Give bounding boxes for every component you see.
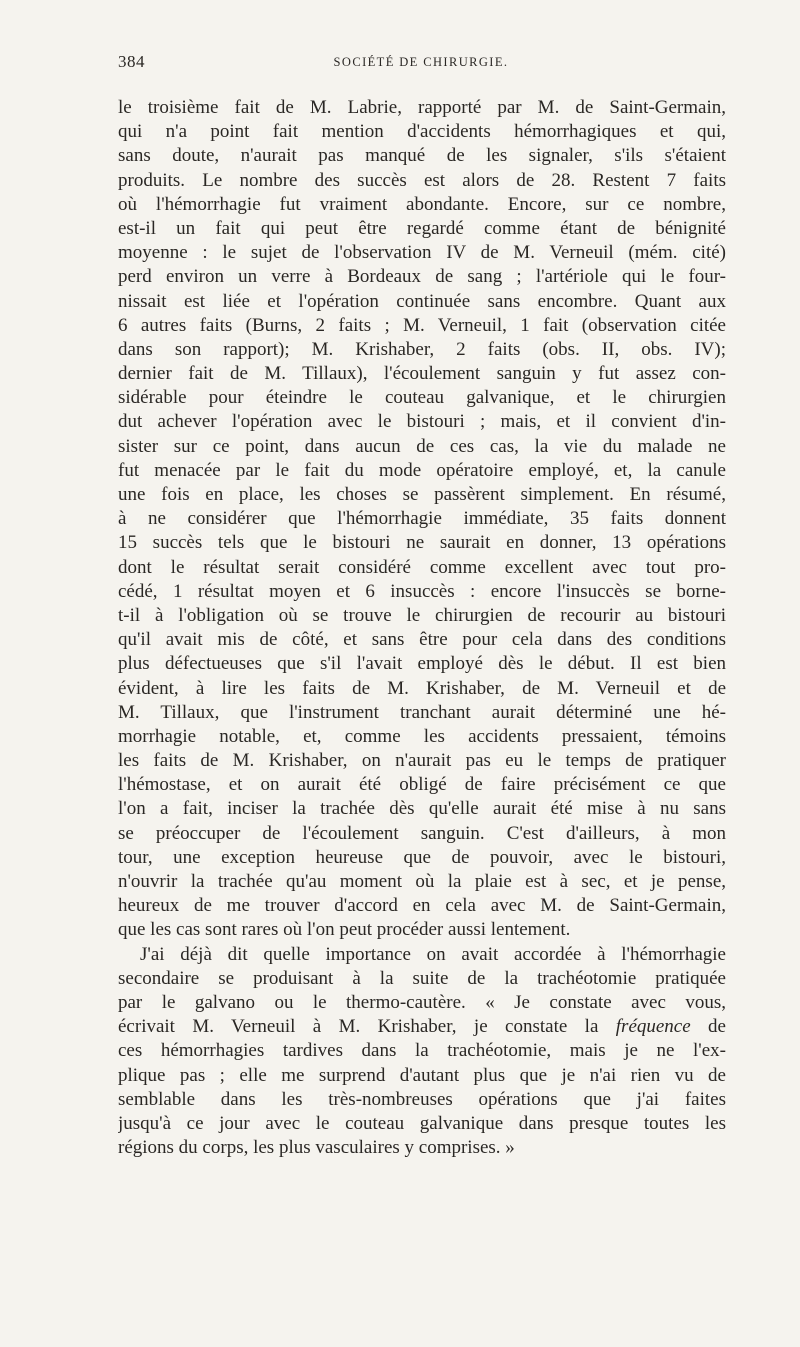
text-line: sister sur ce point, dans aucun de ces cas, la vie du malade ne <box>118 435 726 457</box>
text-line: dont le résultat serait considéré comme excellent avec tout pro- <box>118 556 726 578</box>
emphasized-word: fréquence <box>615 1016 691 1038</box>
text-line: J'ai déjà dit quelle importance on avait accordée à l'hémorrhagie <box>140 943 726 965</box>
text-line: plus défectueuses que s'il l'avait employé dès le début. Il est bien <box>118 653 726 675</box>
text-line: perd environ un verre à Bordeaux de sang ; l'artériole qui le four- <box>118 266 726 288</box>
text-line: heureux de me trouver d'accord en cela avec M. de Saint-Germain, <box>118 895 726 917</box>
page-header <box>118 52 724 76</box>
text-line: ces hémorrhagies tardives dans la trachéotomie, mais je ne l'ex- <box>118 1040 726 1062</box>
text-line: 6 autres faits (Burns, 2 faits ; M. Verneuil, 1 fait (observation citée <box>118 314 726 336</box>
text-line: l'on a fait, inciser la trachée dès qu'elle aurait été mise à nu sans <box>118 798 726 820</box>
text-line: qui n'a point fait mention d'accidents hémorrhagiques et qui, <box>118 121 726 143</box>
text-line: se préoccuper de l'écoulement sanguin. C'est d'ailleurs, à mon <box>118 822 726 844</box>
text-line: que les cas sont rares où l'on peut procéder aussi lentement. <box>118 919 571 941</box>
text-line: nissait est liée et l'opération continuée sans encombre. Quant aux <box>118 290 726 312</box>
body-text <box>118 96 726 1160</box>
text-line: 15 succès tels que le bistouri ne saurait en donner, 13 opérations <box>118 532 726 554</box>
text-line: est-il un fait qui peut être regardé comme étant de bénignité <box>118 217 726 239</box>
text-line: par le galvano ou le thermo-cautère. « Je constate avec vous, <box>118 991 726 1013</box>
text-segment: écrivait M. Verneuil à M. Krishaber, je constate la <box>118 1016 616 1038</box>
text-line: régions du corps, les plus vasculaires y comprises. » <box>118 1137 515 1159</box>
text-line: M. Tillaux, que l'instrument tranchant aurait déterminé une hé- <box>118 701 726 723</box>
text-line: n'ouvrir la trachée qu'au moment où la plaie est à sec, et je pense, <box>118 871 726 892</box>
text-line: dans son rapport); M. Krishaber, 2 faits (obs. II, obs. IV); <box>118 338 726 360</box>
text-line <box>118 1015 726 1039</box>
text-line: une fois en place, les choses se passèrent simplement. En résumé, <box>118 484 726 505</box>
paragraph-1 <box>118 96 726 943</box>
text-line: jusqu'à ce jour avec le couteau galvanique dans presque toutes les <box>118 1112 726 1134</box>
text-line: semblable dans les très-nombreuses opérations que j'ai faites <box>118 1088 726 1110</box>
text-segment: de <box>690 1016 726 1038</box>
text-line: fut menacée par le fait du mode opératoire employé, et, la canule <box>118 459 726 481</box>
text-line: moyenne : le sujet de l'observation IV de M. Verneuil (mém. cité) <box>118 242 726 264</box>
text-line: sans doute, n'aurait pas manqué de les signaler, s'ils s'étaient <box>118 145 726 167</box>
text-line: cédé, 1 résultat moyen et 6 insuccès : encore l'insuccès se borne- <box>118 580 726 602</box>
text-line: morrhagie notable, et, comme les accidents pressaient, témoins <box>118 725 726 747</box>
text-line: sidérable pour éteindre le couteau galvanique, et le chirurgien <box>118 387 726 409</box>
page-number: 384 <box>118 52 145 71</box>
text-line: l'hémostase, et on aurait été obligé de faire précisément ce que <box>118 774 726 796</box>
text-line: plique pas ; elle me surprend d'autant plus que je n'ai rien vu de <box>118 1064 726 1086</box>
text-line: le troisième fait de M. Labrie, rapporté par M. de Saint-Germain, <box>118 97 726 118</box>
text-line: tour, une exception heureuse que de pouvoir, avec le bistouri, <box>118 846 726 868</box>
running-title: SOCIÉTÉ DE CHIRURGIE. <box>333 55 509 69</box>
text-line: dut achever l'opération avec le bistouri ; mais, et il convient d'in- <box>118 411 726 433</box>
paragraph-2 <box>118 943 726 1161</box>
text-line: secondaire se produisant à la suite de la trachéotomie pratiquée <box>118 967 726 989</box>
text-line: à ne considérer que l'hémorrhagie immédiate, 35 faits donnent <box>118 508 726 530</box>
text-line: t-il à l'obligation où se trouve le chirurgien de recourir au bistouri <box>118 604 726 626</box>
text-line: produits. Le nombre des succès est alors de 28. Restent 7 faits <box>118 169 726 191</box>
text-line: où l'hémorrhagie fut vraiment abondante. Encore, sur ce nombre, <box>118 193 726 215</box>
text-line: les faits de M. Krishaber, on n'aurait pas eu le temps de pratiquer <box>118 750 726 772</box>
text-line: évident, à lire les faits de M. Krishaber, de M. Verneuil et de <box>118 677 726 699</box>
text-line: dernier fait de M. Tillaux), l'écoulement sanguin y fut assez con- <box>118 363 726 385</box>
text-line: qu'il avait mis de côté, et sans être pour cela dans des conditions <box>118 629 726 651</box>
